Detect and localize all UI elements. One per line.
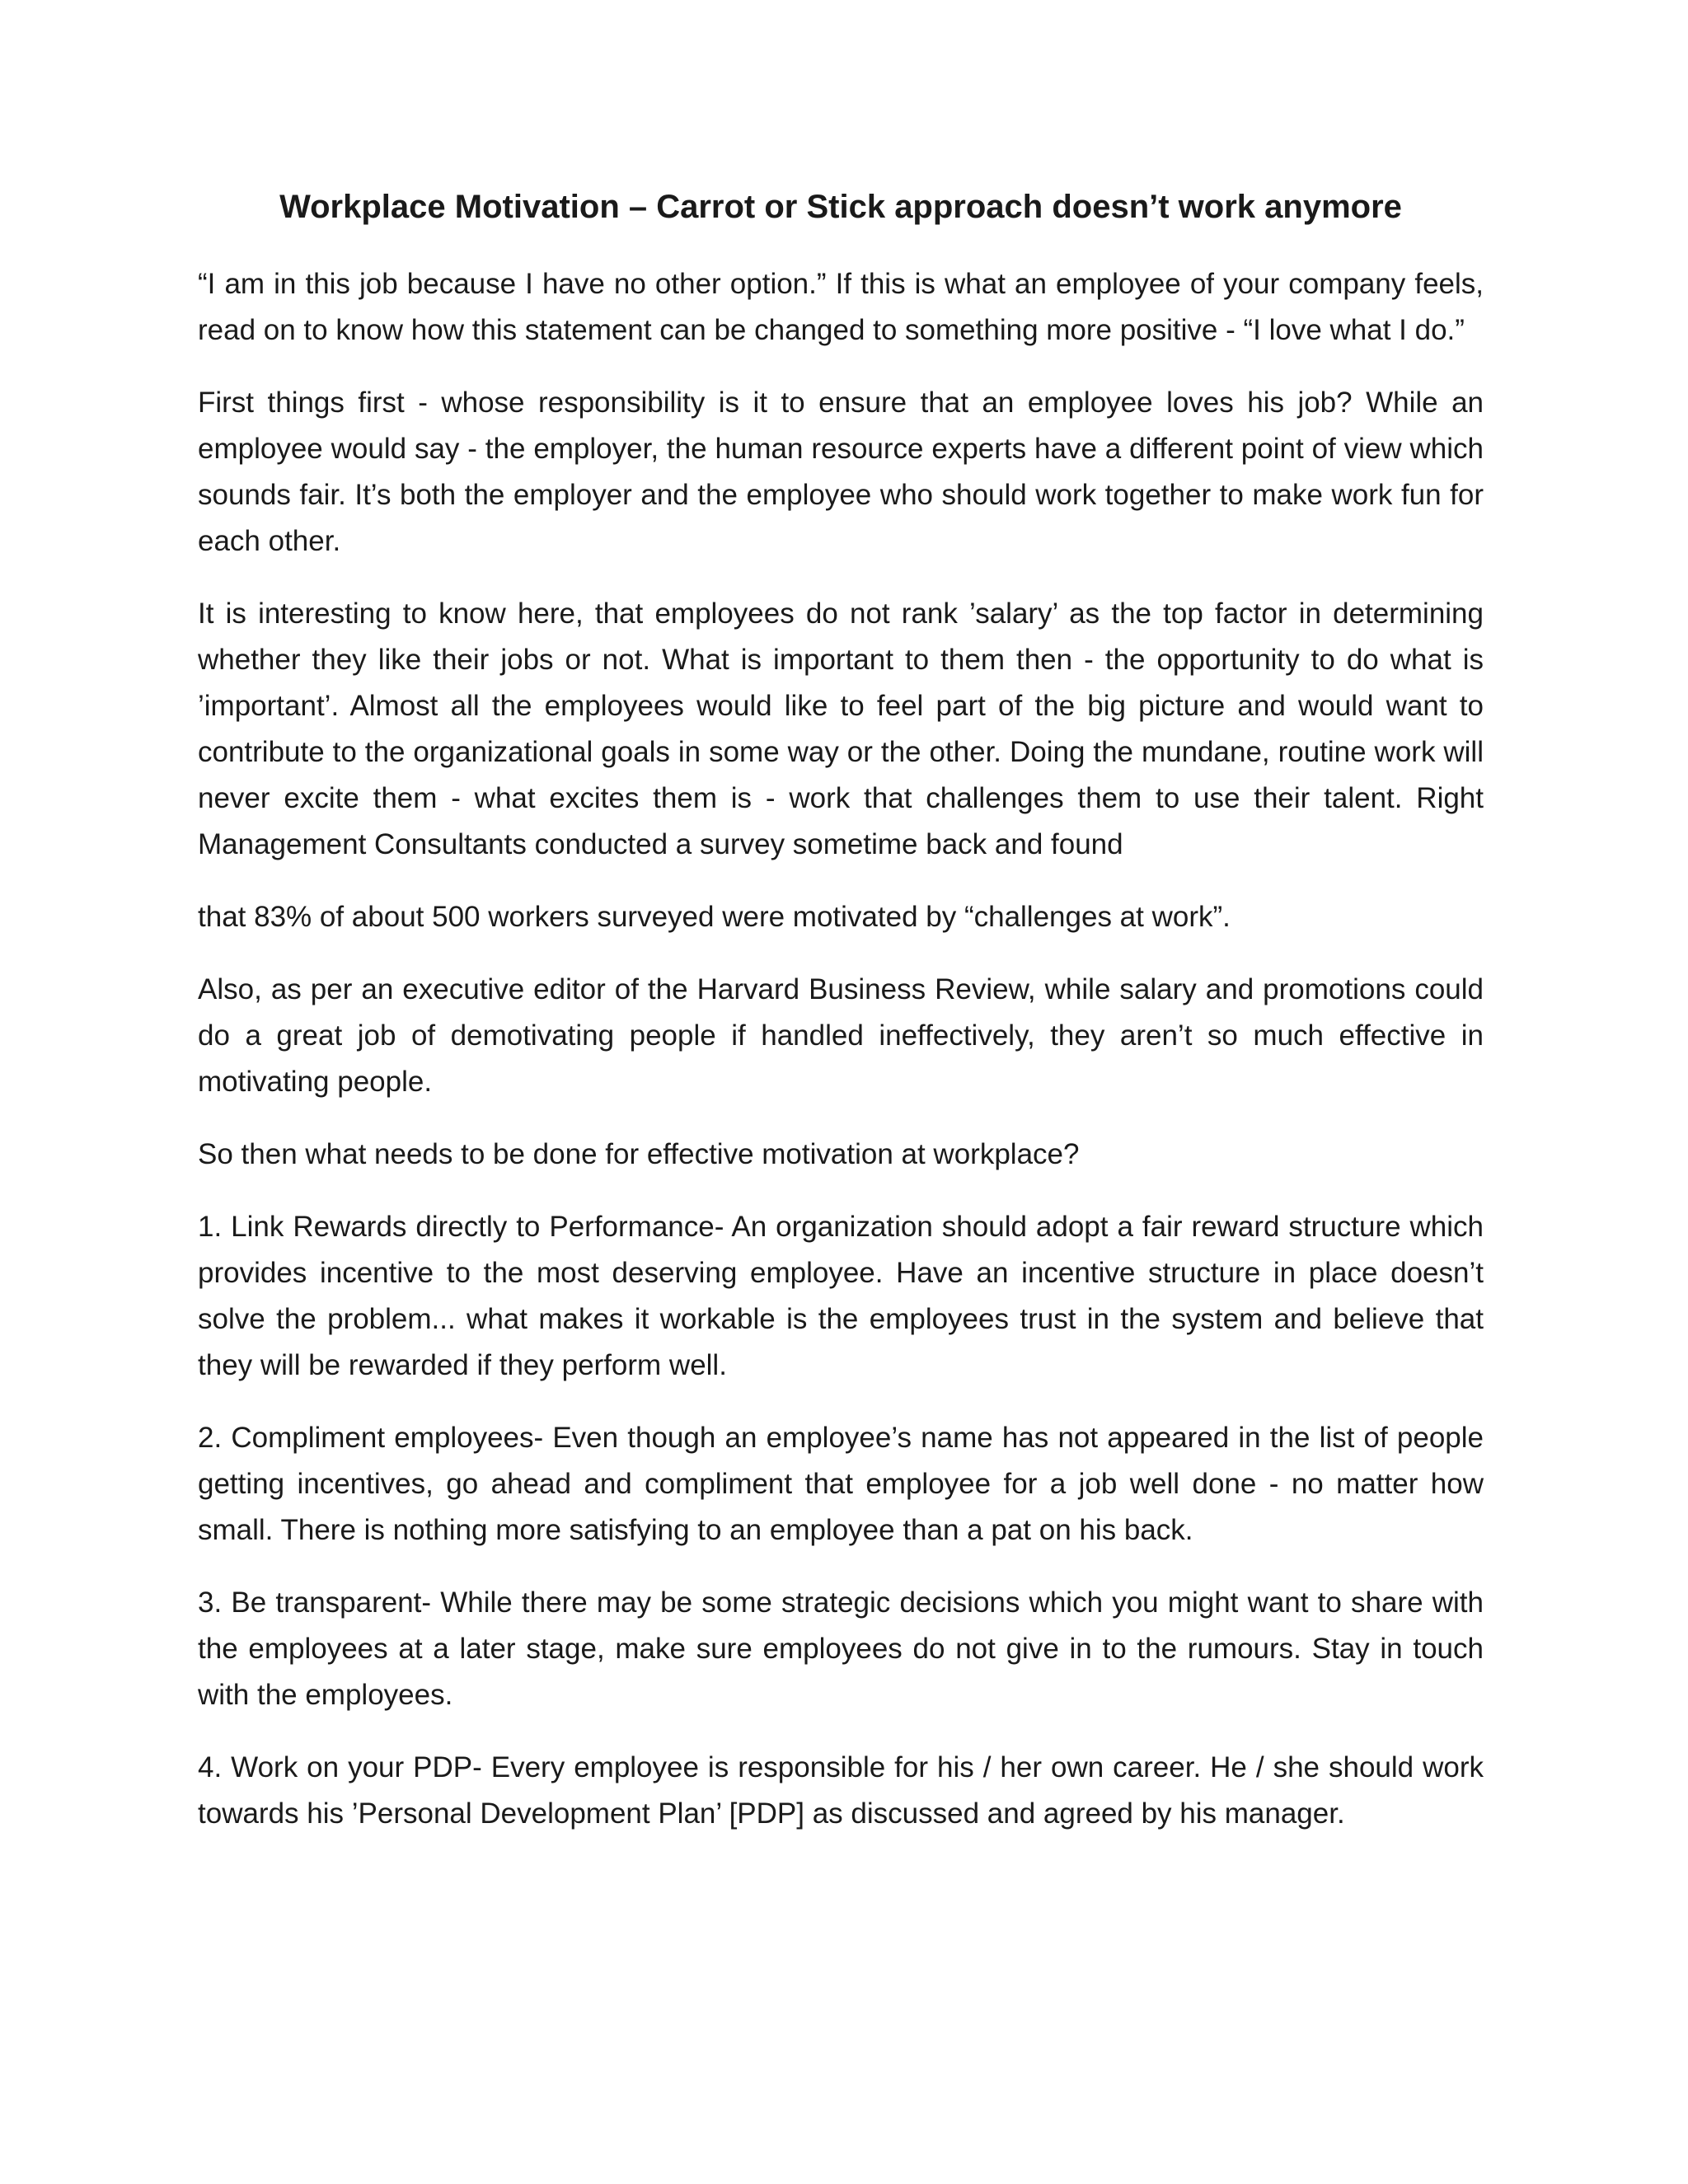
list-item-compliment: 2. Compliment employees- Even though an employee’s name has not appeared in the list of people getting incentives, go ahead and compliment that employee for a job well done - no matter how small. There is nothing more satisfying to an employee than a pat on his back. [198, 1422, 1484, 1546]
paragraph-hbr: Also, as per an executive editor of the Harvard Business Review, while salary and promotions could do a great job of demotivating people if handled ineffectively, they aren’t so much effective in motivating people. [198, 973, 1484, 1098]
paragraph-responsibility: First things first - whose responsibility is it to ensure that an employee loves his job? While an employee would say - the employer, the human resource experts have a different point of view which sounds fair. It’s both the employer and the employee who should work together to make work fun for each other. [198, 387, 1484, 557]
document-page [198, 185, 1484, 1863]
paragraph-question: So then what needs to be done for effective motivation at workplace? [198, 1138, 1080, 1170]
document-title: Workplace Motivation – Carrot or Stick approach doesn’t work anymore [279, 189, 1402, 225]
paragraph-intro: “I am in this job because I have no other option.” If this is what an employee of your company feels, read on to know how this statement can be changed to something more positive - “I love what I do.” [198, 268, 1484, 346]
list-item-rewards: 1. Link Rewards directly to Performance- An organization should adopt a fair reward structure which provides incentive to the most deserving employee. Have an incentive structure in place doesn’t solve the problem... what makes it workable is the employees trust in the system and believe that they will be rewarded if they perform well. [198, 1211, 1484, 1381]
list-item-transparent: 3. Be transparent- While there may be some strategic decisions which you might want to share with the employees at a later stage, make sure employees do not give in to the rumours. Stay in touch with the employees. [198, 1586, 1484, 1711]
paragraph-survey-result: that 83% of about 500 workers surveyed were motivated by “challenges at work”. [198, 901, 1231, 933]
list-item-pdp: 4. Work on your PDP- Every employee is responsible for his / her own career. He / she should work towards his ’Personal Development Plan’ [PDP] as discussed and agreed by his manager. [198, 1751, 1484, 1830]
paragraph-salary: It is interesting to know here, that employees do not rank ’salary’ as the top factor in determining whether they like their jobs or not. What is important to them then - the opportunity to do what is ’important’. Almost all the employees would like to feel part of the big picture and would want to contribute to the organizational goals in some way or the other. Doing the mundane, routine work will never excite them - what excites them is - work that challenges them to use their talent. Right Management Consultants conducted a survey sometime back and found [198, 598, 1484, 860]
